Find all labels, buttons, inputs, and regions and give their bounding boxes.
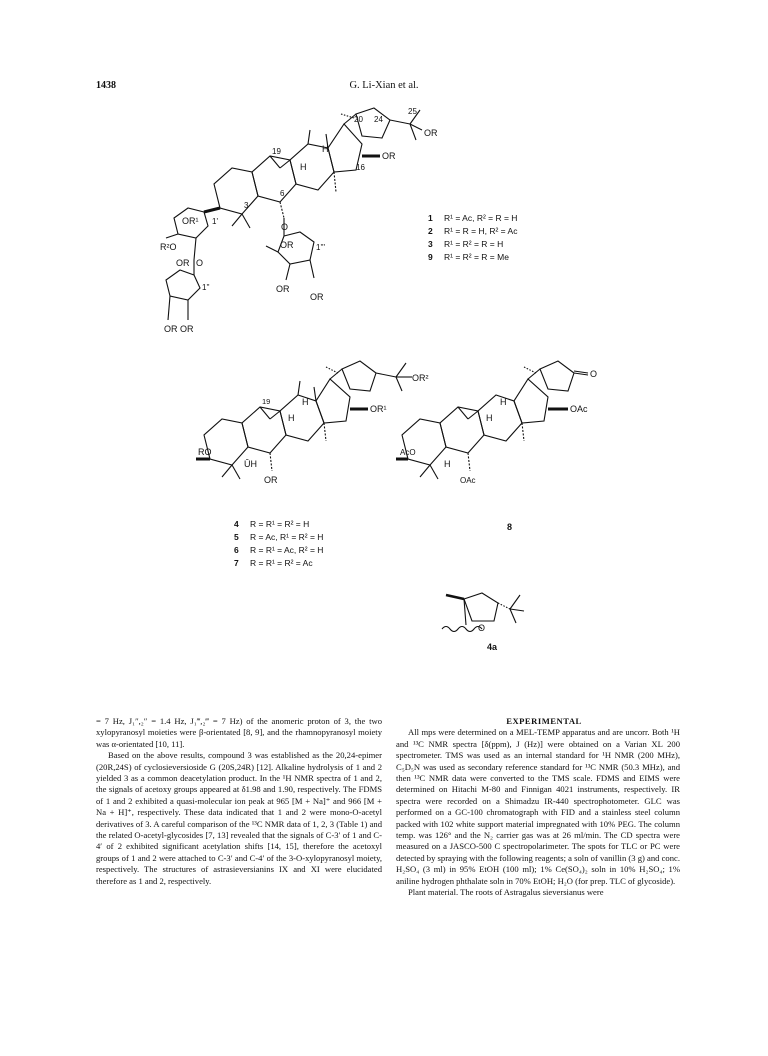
legend-row: 1 R¹ = Ac, R² = R = H <box>428 213 518 223</box>
svg-text:6: 6 <box>280 189 285 198</box>
svg-text:OR: OR <box>310 292 324 302</box>
svg-text:H: H <box>444 459 451 469</box>
svg-text:1''': 1''' <box>316 243 326 252</box>
paragraph: = 7 Hz, J₁″,₂″ = 1.4 Hz, J₁‴,₂‴ = 7 Hz) of the anomeric proton of 3, the two xylopyranosyl moieties were β-orientated [8, 9], and the rhamnopyranosyl moiety was α-orientated [10, 11]. <box>96 716 382 749</box>
section-title: EXPERIMENTAL <box>506 716 582 726</box>
svg-text:H: H <box>300 162 307 172</box>
svg-text:OR OR: OR OR <box>164 324 194 334</box>
svg-text:H: H <box>288 413 295 423</box>
legend-mid <box>234 518 323 570</box>
svg-text:RO: RO <box>198 447 212 457</box>
svg-text:OR: OR <box>280 240 294 250</box>
legend-row: 2 R¹ = R = H, R² = Ac <box>428 226 518 236</box>
left-column <box>96 716 382 887</box>
running-title: G. Li-Xian et al. <box>349 80 419 91</box>
svg-text:OAc: OAc <box>460 476 476 485</box>
svg-text:OR¹: OR¹ <box>182 216 199 226</box>
svg-text:R²O: R²O <box>160 242 177 252</box>
legend-row: 3 R¹ = R² = R = H <box>428 239 504 249</box>
svg-text:OR: OR <box>382 151 396 161</box>
legend-row: 5 R = Ac, R¹ = R² = H <box>234 532 324 542</box>
legend-top <box>428 212 517 264</box>
svg-text:H: H <box>500 397 507 407</box>
label-c20: 20 <box>354 115 363 124</box>
paragraph: All mps were determined on a MEL-TEMP apparatus and are uncorr. Both ¹H and ¹³C NMR spectra [δ(ppm), J (Hz)] were obtained on a Varian XL 200 spectrometer. TMS was used as an internal standard for ¹H NMR (200 MHz), C₅D₅N was used as secondary reference standard for ¹³C NMR (50.3 MHz), and then ¹³C NMR data were converted to the TMS scale. FDMS and EIMS were determined on Hitachi M-80 and Finnigan 4021 instruments, respectively. IR spectra were recorded on a Shimadzu IR-440 spectrophotometer. GLC was performed on a GC-100 chromatograph with FID and a stainless steel column packed with 102 white support material impregnated with 10% PEG. The column temp. was 126° and the N₂ carrier gas was at 26 ml/min. The CD spectra were measured on a JASCO-500 C spectropolarimeter. The spots for TLC or PC were detected by spraying with the following reagents; a soln of vanillin (3 g) and conc. H₂SO₄ (3 ml) in 95% EtOH (100 ml); 1% Ce(SO₄)₂ soln in 10% H₂SO₄; 1% aniline hydrogen phthalate soln in 70% EtOH; H₂O (for prep. TLC of glycoside). <box>396 727 680 886</box>
structure-4a <box>440 585 550 645</box>
svg-text:OR: OR <box>276 284 290 294</box>
svg-text:ŪH: ŪH <box>244 459 257 469</box>
svg-text:O: O <box>196 258 204 268</box>
svg-text:OAc: OAc <box>570 404 588 414</box>
svg-text:OR: OR <box>264 475 278 485</box>
svg-text:OR¹: OR¹ <box>370 404 387 414</box>
svg-text:16: 16 <box>356 163 365 172</box>
svg-text:H: H <box>486 413 493 423</box>
legend-row: 4 R = R¹ = R² = H <box>234 519 310 529</box>
label-c24: 24 <box>374 115 383 124</box>
structure-4a-drawing <box>440 585 550 645</box>
svg-text:1': 1' <box>212 217 218 226</box>
svg-text:O: O <box>281 222 289 232</box>
svg-text:19: 19 <box>272 147 281 156</box>
svg-text:19: 19 <box>262 397 271 406</box>
svg-text:OR: OR <box>176 258 190 268</box>
structure-mid-left <box>200 355 440 495</box>
compound-8-label: 8 <box>507 522 513 532</box>
structure-mid-left-drawing <box>200 355 440 495</box>
right-column <box>396 716 680 899</box>
legend-row: 7 R = R¹ = R² = Ac <box>234 558 313 568</box>
svg-text:3: 3 <box>244 201 249 210</box>
svg-text:H: H <box>302 397 309 407</box>
svg-text:OR²: OR² <box>412 373 429 383</box>
legend-row: 9 R¹ = R² = R = Me <box>428 252 509 262</box>
svg-text:1'': 1'' <box>202 283 210 292</box>
svg-text:O: O <box>590 369 598 379</box>
paragraph: Plant material. The roots of Astragalus sieversianus were <box>408 887 604 898</box>
svg-text:O: O <box>478 623 486 633</box>
label-c25: 25 <box>408 107 417 116</box>
legend-row: 6 R = R¹ = Ac, R² = H <box>234 545 324 555</box>
page-number: 1438 <box>96 80 116 91</box>
svg-text:AcO: AcO <box>400 448 416 457</box>
svg-text:H: H <box>322 144 329 154</box>
compound-4a-label: 4a <box>487 642 498 652</box>
paragraph: Based on the above results, compound 3 was established as the 20,24-epimer (20R,24S) of cyclosieversioside G (20S,24R) [12]. Alkaline hydrolysis of 1 and 2 yielded 3 as a common deacetylation product. In the ¹H NMR spectra of 1 and 2, the signals of acetoxy groups appeared at δ1.98 and 1.90, respectively. The FDMS of 1 and 2 exhibited a quasi-molecular ion peak at 965 [M + Na]⁺ and 966 [M + Na + H]⁺, respectively. These data indicated that 1 and 2 were mono-O-acetyl derivatives of 3. A careful comparison of the ¹³C NMR data of 1, 2, 3 (Table 1) and the related O-acetyl-glycosides [7, 13] revealed that the signals of C-3′ of 1 and C-4′ of 2 exhibited significant acetylation shifts [14, 15], therefore the acetoxyl groups of 1 and 2 were attached to C-3′ and C-4′ of the 3-O-xylopyranosyl moiety, respectively. The structures of astrasieversianins IX and XI were elucidated therefore as 1 and 2, respectively. <box>96 750 382 886</box>
svg-text:OR: OR <box>424 128 438 138</box>
